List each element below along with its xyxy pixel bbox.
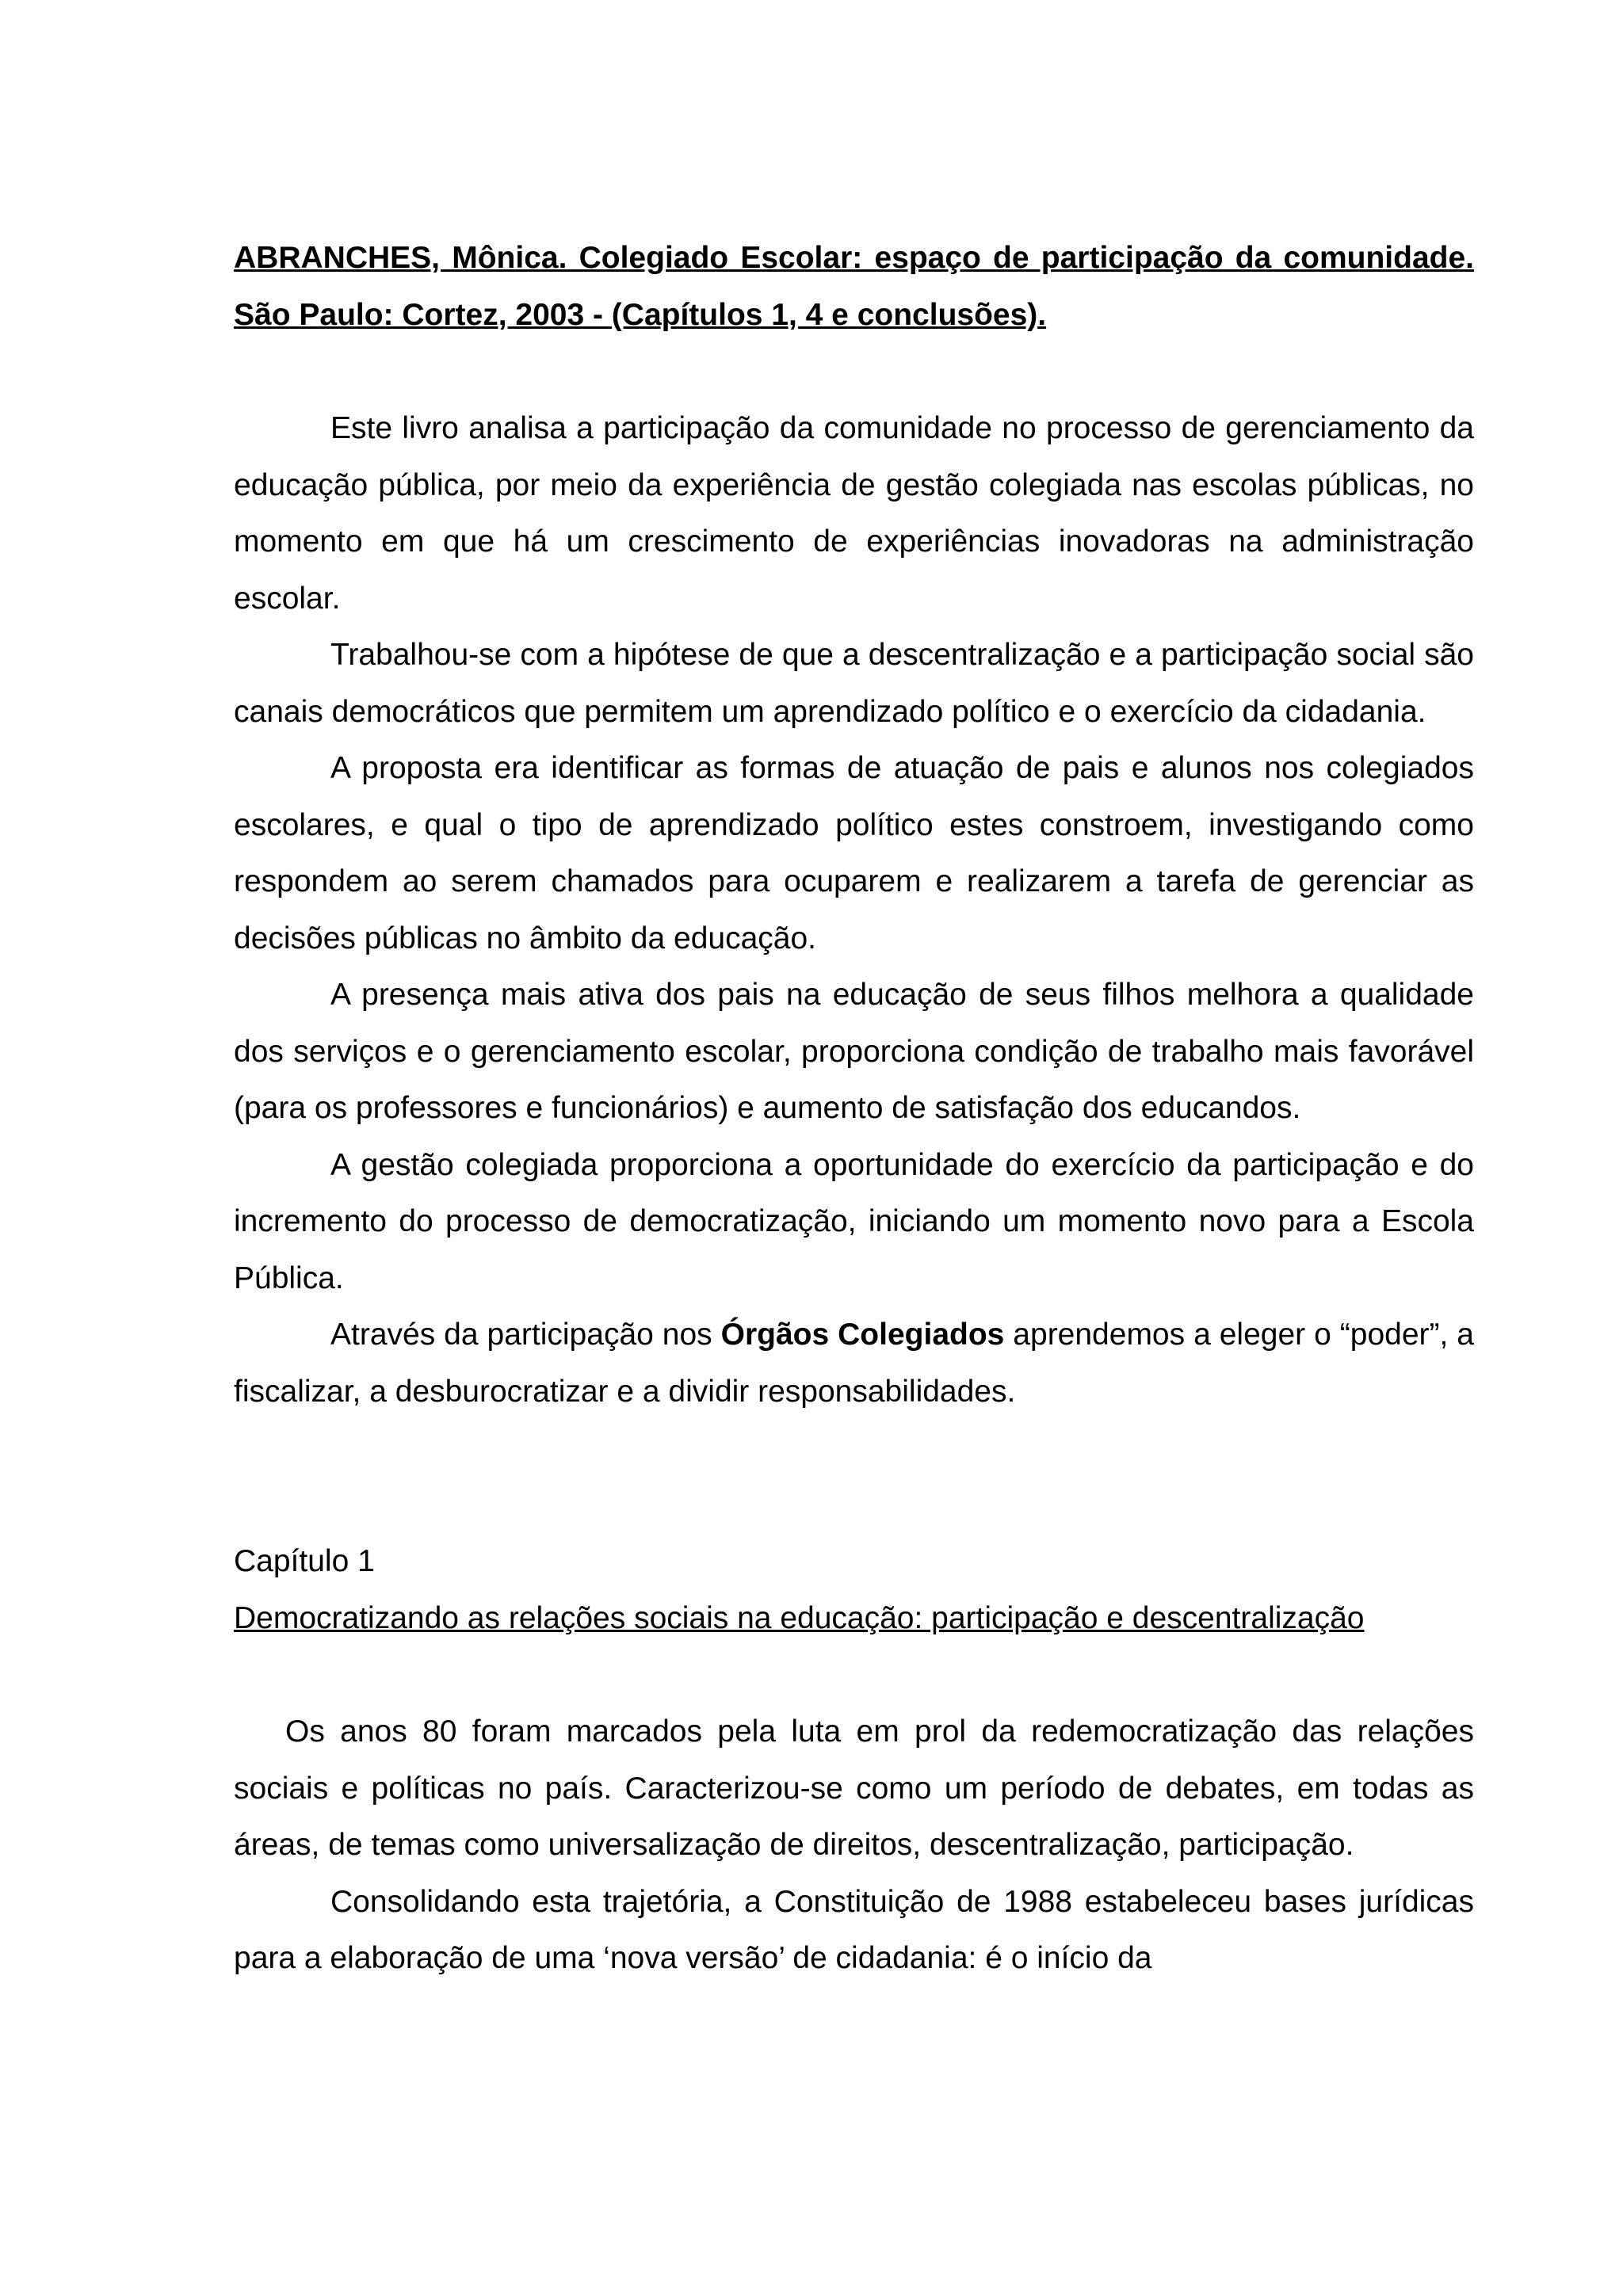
spacer (234, 343, 1474, 400)
intro-paragraph-3: A proposta era identificar as formas de atuação de pais e alunos nos colegiados escolares, e qual o tipo de aprendizado político estes constroem, investigando como respondem ao serem chamados para ocuparem e realizarem a tarefa de gerenciar as decisões públicas no âmbito da educação. (234, 751, 1474, 955)
intro-paragraph-4: A presença mais ativa dos pais na educação de seus filhos melhora a qualidade dos serviços e o gerenciamento escolar, proporciona condição de trabalho mais favorável (para os professores e funcionários) e aumento de satisfação dos educandos. (234, 978, 1474, 1125)
intro-paragraph-1: Este livro analisa a participação da comunidade no processo de gerenciamento da educação pública, por meio da experiência de gestão colegiada nas escolas públicas, no momento em que há um crescimento de experiências inovadoras na administração escolar. (234, 411, 1474, 616)
document-page (234, 230, 1474, 1987)
spacer (234, 1646, 1474, 1703)
intro-paragraph-6-after: aprendemos a eleger o “poder”, a fiscalizar, a desburocratizar e a dividir responsabilidades. (234, 1318, 1474, 1409)
bibliographic-citation: ABRANCHES, Mônica. Colegiado Escolar: espaço de participação da comunidade. São Paulo: Cortez, 2003 - (Capítulos 1, 4 e conclusões). (234, 241, 1474, 332)
intro-paragraph-5: A gestão colegiada proporciona a oportunidade do exercício da participação e do incremento do processo de democratização, iniciando um momento novo para a Escola Pública. (234, 1147, 1474, 1295)
chapter-paragraph-2: Consolidando esta trajetória, a Constituição de 1988 estabeleceu bases jurídicas para a elaboração de uma ‘nova versão’ de cidadania: é o início da (234, 1884, 1474, 1975)
chapter-title: Democratizando as relações sociais na educação: participação e descentralização (234, 1600, 1365, 1635)
chapter-paragraph-1: Os anos 80 foram marcados pela luta em prol da redemocratização das relações sociais e políticas no país. Caracterizou-se como um período de debates, em todas as áreas, de temas como universalização de direitos, descentralização, participação. (234, 1714, 1474, 1862)
intro-paragraph-6 (234, 1306, 1474, 1420)
chapter-label: Capítulo 1 (234, 1544, 375, 1578)
spacer (234, 1420, 1474, 1533)
bold-term: Órgãos Colegiados (720, 1318, 1005, 1352)
intro-paragraph-6-before: Através da participação nos (330, 1318, 721, 1352)
intro-paragraph-2: Trabalhou-se com a hipótese de que a descentralização e a participação social são canais democráticos que permitem um aprendizado político e o exercício da cidadania. (234, 638, 1474, 729)
